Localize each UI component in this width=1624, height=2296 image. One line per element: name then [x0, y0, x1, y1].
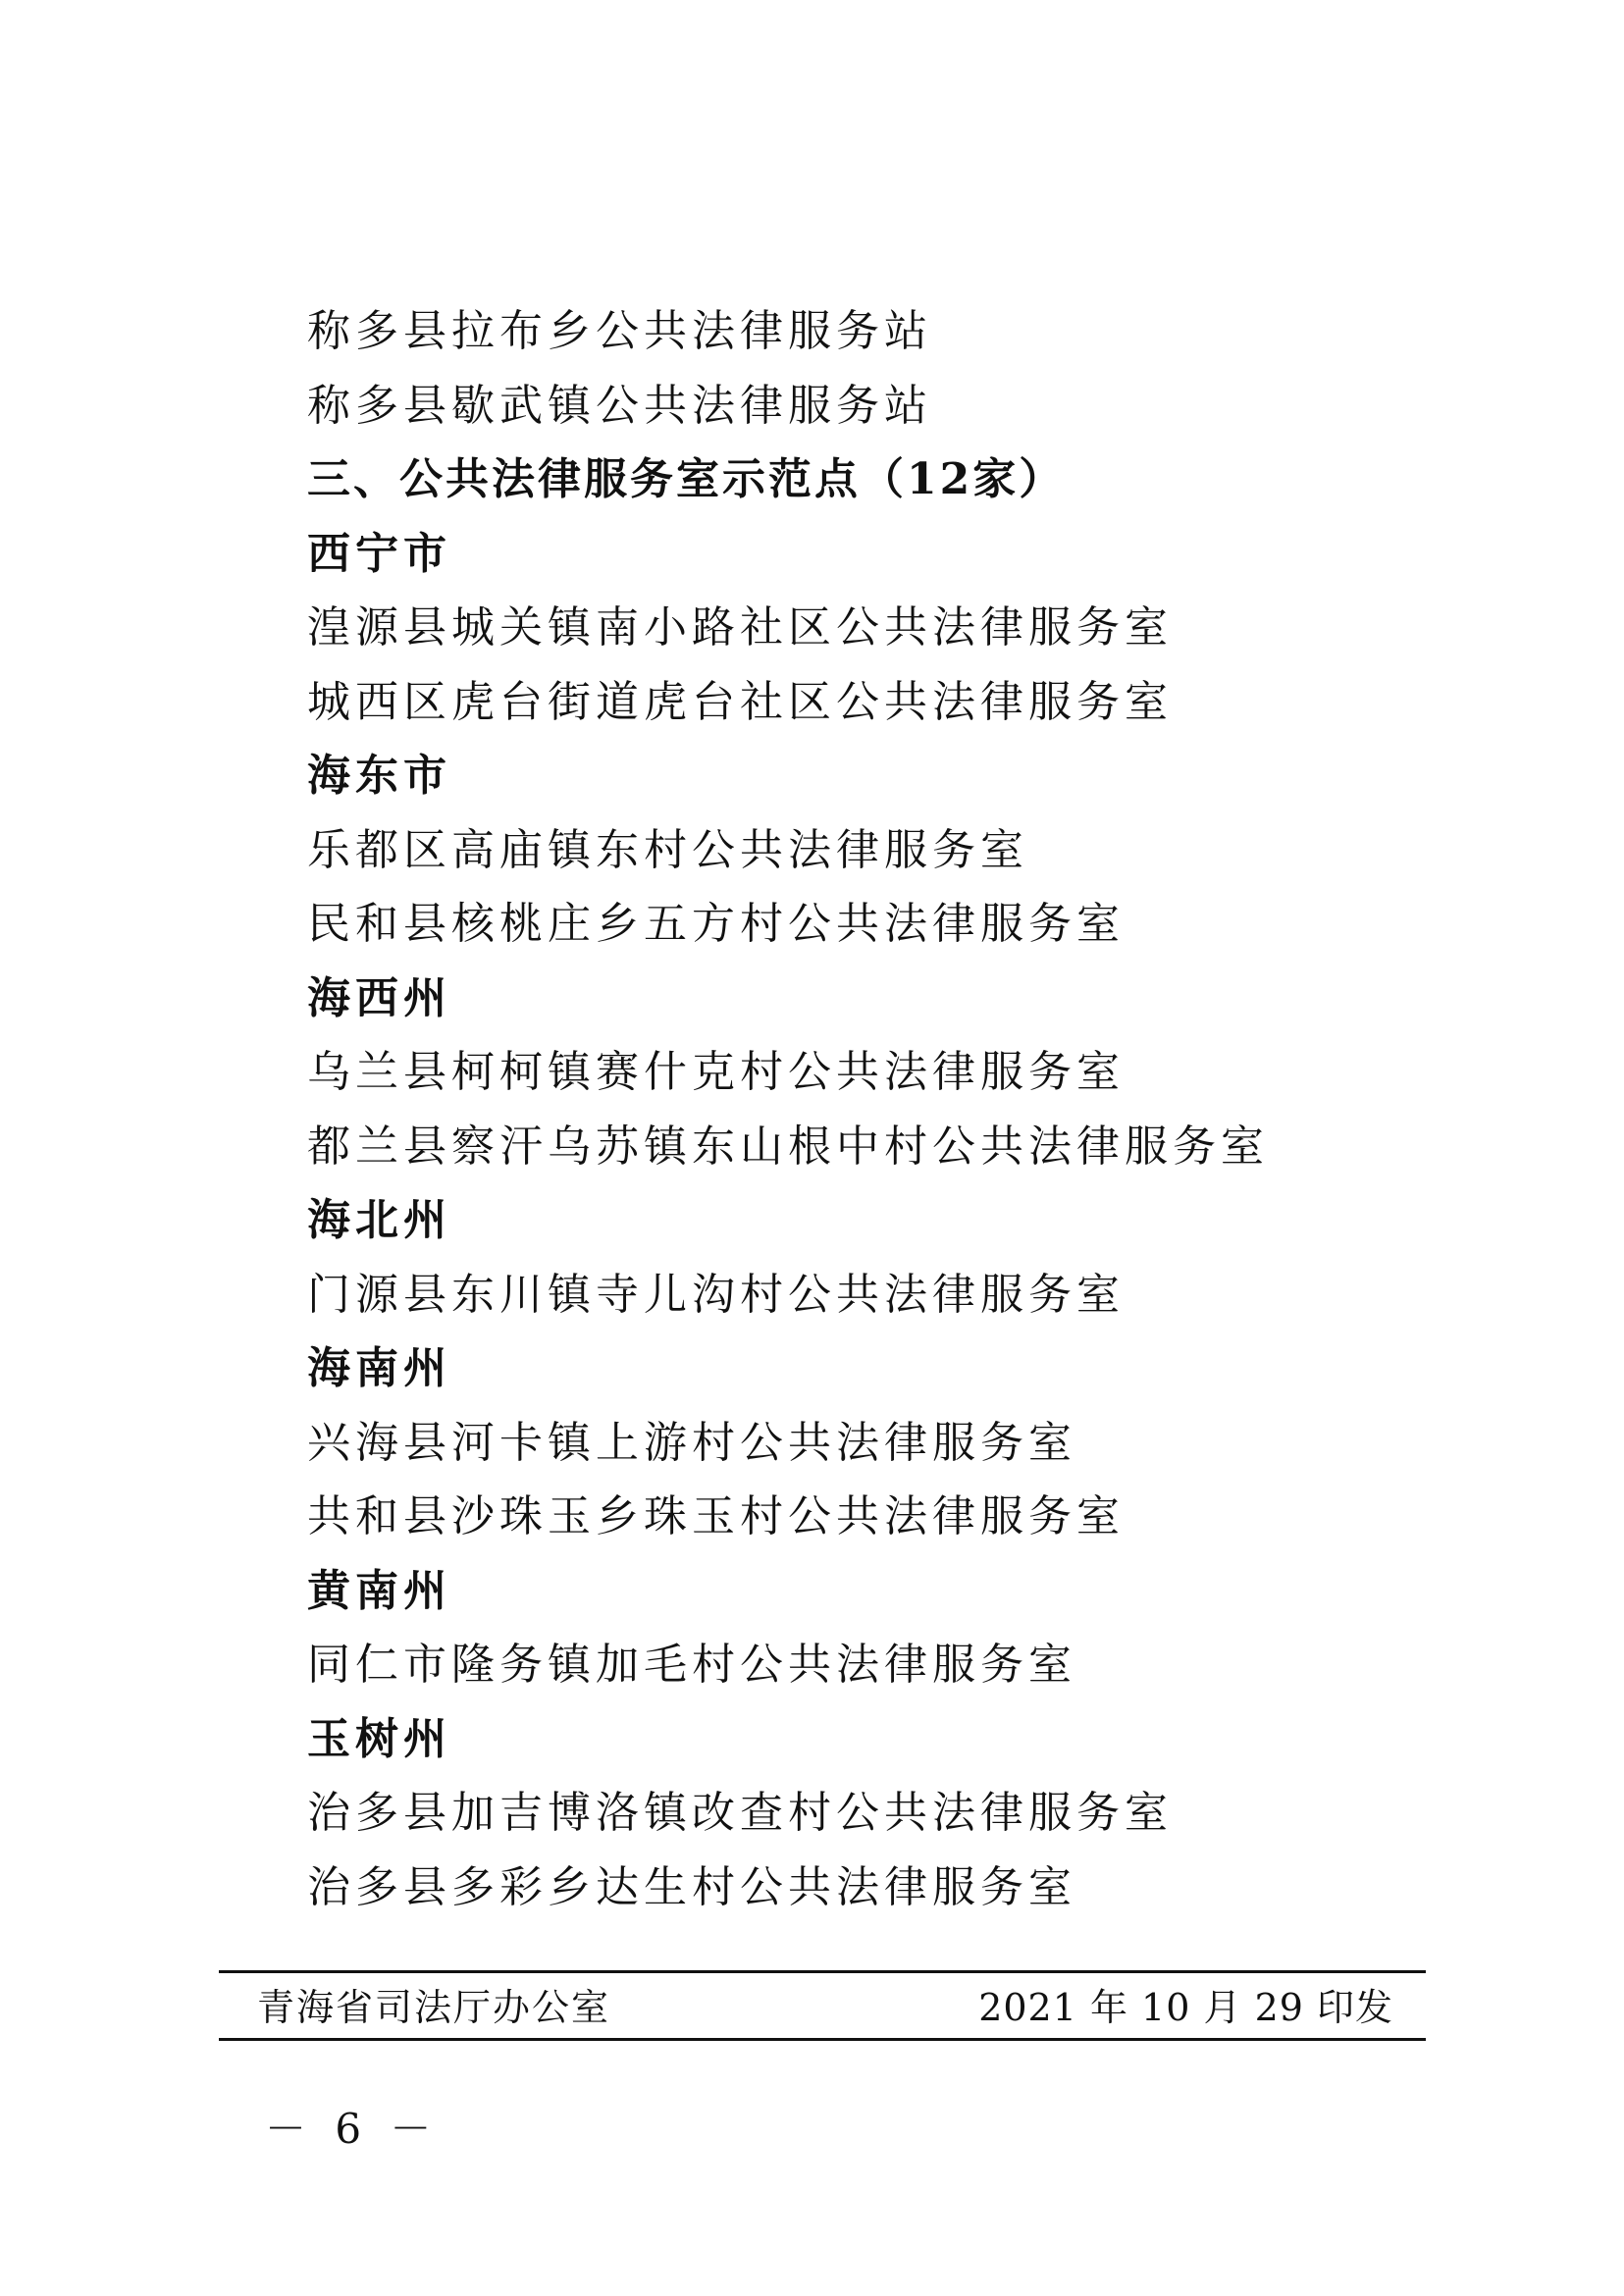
list-item: 民和县核桃庄乡五方村公共法律服务室 — [307, 899, 1125, 949]
list-item: 同仁市隆务镇加毛村公共法律服务室 — [307, 1640, 1076, 1690]
list-item: 治多县加吉博洛镇改查村公共法律服务室 — [307, 1788, 1173, 1838]
footer-bottom-rule — [219, 2038, 1426, 2041]
list-item: 乌兰县柯柯镇赛什克村公共法律服务室 — [307, 1047, 1125, 1097]
list-item: 门源县东川镇寺儿沟村公共法律服务室 — [307, 1269, 1125, 1320]
section-heading: 三、公共法律服务室示范点（12家） — [307, 454, 1066, 504]
list-item: 称多县歇武镇公共法律服务站 — [307, 380, 932, 431]
region-heading: 海南州 — [307, 1343, 451, 1393]
footer-issuer: 青海省司法厅办公室 — [257, 1986, 611, 2029]
document-body — [307, 294, 1436, 1924]
region-heading: 海东市 — [307, 751, 451, 801]
list-item: 城西区虎台街道虎台社区公共法律服务室 — [307, 676, 1173, 727]
list-item: 共和县沙珠玉乡珠玉村公共法律服务室 — [307, 1491, 1125, 1541]
list-item: 治多县多彩乡达生村公共法律服务室 — [307, 1861, 1076, 1912]
region-heading: 玉树州 — [307, 1713, 451, 1764]
footer-date: 2021 年 10 月 29 印发 — [978, 1986, 1393, 2029]
region-heading: 西宁市 — [307, 528, 451, 579]
region-heading: 黄南州 — [307, 1565, 451, 1616]
list-item: 乐都区高庙镇东村公共法律服务室 — [307, 824, 1028, 875]
list-item: 兴海县河卡镇上游村公共法律服务室 — [307, 1417, 1076, 1468]
list-item: 称多县拉布乡公共法律服务站 — [307, 306, 932, 356]
region-heading: 海西州 — [307, 972, 451, 1023]
page-number: － 6 － — [265, 2105, 440, 2153]
region-heading: 海北州 — [307, 1195, 451, 1245]
list-item: 都兰县察汗乌苏镇东山根中村公共法律服务室 — [307, 1121, 1269, 1172]
list-item: 湟源县城关镇南小路社区公共法律服务室 — [307, 602, 1173, 652]
footer-top-rule — [219, 1970, 1426, 1973]
